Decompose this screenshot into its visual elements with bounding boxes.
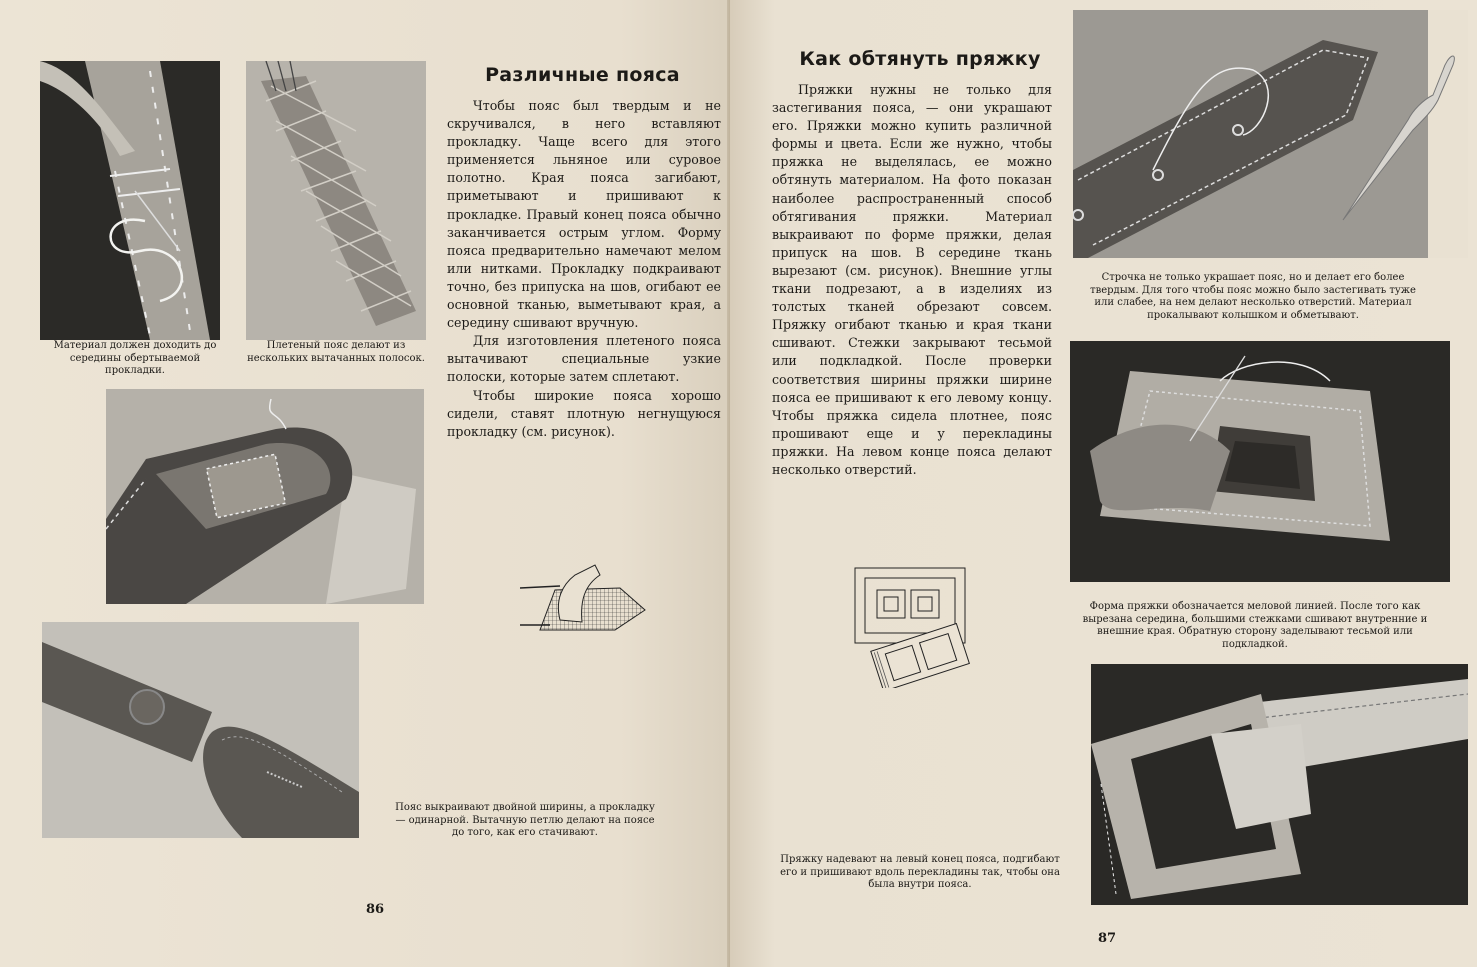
- photo-covered-buckle-on-belt: [1091, 664, 1468, 905]
- right-paragraph-1: Пряжки нужны не только для застегивания пояса, — они украшают его. Пряжки можно купить различной формы и цвета. Если же нужно, чтобы пряжка не выделялась, ее можно обтянуть материалом. На фото показан наиболее распространенный способ обтягивания пряжки. Материал выкраивают по форме пряжки, делая припуск на шов. В середине ткань вырезают (см. рисунок). Внешние углы ткани подрезают, а в изделиях из толстых тканей обрезают совсем. Пряжку огибают тканью и края ткани сшивают. Стежки закрывают тесьмой или подкладкой. После проверки соответствия ширины пряжки ширине пояса ее пришивают к его левому концу. Чтобы пряжка сидела плотнее, пояс прошивают еще и у перекладины пряжки. На левом конце пояса делают несколько отверстий.: [772, 82, 1052, 477]
- caption-basted: Материал должен доходить до середины обертываемой прокладки.: [53, 340, 217, 377]
- photo-braided-belt: [246, 61, 426, 340]
- page-number-right: 87: [1098, 931, 1117, 946]
- right-page-body: [772, 81, 1052, 479]
- left-page-title: Различные пояса: [485, 64, 680, 86]
- caption-buckle-covering: Форма пряжки обозначается меловой линией. После того как вырезана середина, большими стежками сшивают внутренние и внешние края. Обратную сторону заделывают тесьмой или подкладкой.: [1082, 601, 1428, 650]
- left-page: [0, 0, 730, 967]
- photo-stitched-belt-awl: [1073, 10, 1468, 258]
- photo-buckle-covering: [1070, 341, 1450, 582]
- photo-belt-double-width: [42, 622, 359, 838]
- caption-stitched-belt: Строчка не только украшает пояс, но и делает его более твердым. Для того чтобы пояс можно было застегивать туже или слабее, на нем делают несколько отверстий. Материал прокалывают колышком и обметывают.: [1090, 272, 1416, 321]
- photo-belt-basted: [40, 61, 220, 340]
- drawing-buckle-cutout: [850, 563, 980, 688]
- left-paragraph-3: Чтобы широкие пояса хорошо сидели, ставят плотную негнущуюся прокладку (см. рисунок).: [447, 387, 721, 439]
- caption-double-width: Пояс выкраивают двойной ширины, а прокладку — одинарной. Вытачную петлю делают на поясе до того, как его стачивают.: [395, 802, 655, 839]
- left-paragraph-1: Чтобы пояс был твердым и не скручивался, в него вставляют прокладку. Чаще всего для этого применяется льняное или суровое полотно. Края пояса загибают, приметывают и пришивают к прокладке. Правый конец пояса обычно заканчивается острым углом. Форму пояса предварительно намечают мелом или нитками. Прокладку подкраивают точно, без припуска на шов, огибают ее основной тканью, выметывают края, а середину сшивают вручную.: [447, 98, 721, 331]
- page-number-left: 86: [366, 902, 385, 917]
- right-page: [730, 0, 1477, 967]
- caption-buckle-attached: Пряжку надевают на левый конец пояса, подгибают его и пришивают вдоль перекладины так, чтобы она была внутри пояса.: [780, 854, 1060, 891]
- left-paragraph-2: Для изготовления плетеного пояса вытачивают специальные узкие полоски, которые затем сплетают.: [447, 333, 721, 385]
- caption-braided: Плетеный пояс делают из нескольких вытачанных полосок.: [247, 340, 425, 364]
- left-page-body: [447, 97, 721, 441]
- photo-belt-pointed-end: [106, 389, 424, 604]
- drawing-belt-interfacing: [520, 560, 650, 635]
- right-page-title: Как обтянуть пряжку: [799, 48, 1041, 70]
